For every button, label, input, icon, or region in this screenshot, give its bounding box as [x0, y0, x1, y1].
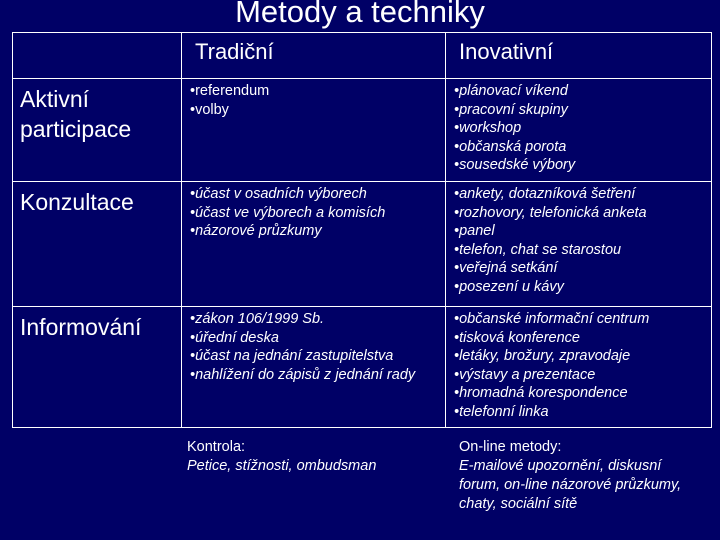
- online-heading: On-line metody:: [459, 439, 562, 455]
- control-heading: Kontrola:: [187, 439, 246, 455]
- row-label: Aktivní participace: [20, 86, 132, 142]
- row-label: Konzultace: [20, 189, 134, 215]
- header-traditional-cell: [182, 33, 446, 79]
- row-label-cell: [13, 307, 182, 428]
- list-item: • účast na jednání zastupitelstva: [190, 347, 443, 366]
- traditional-cell: [182, 79, 446, 182]
- list-item: • workshop: [454, 119, 709, 138]
- list-item: • sousedské výbory: [454, 156, 709, 175]
- list-item: • tisková konference: [454, 329, 709, 348]
- list-item: • telefon, chat se starostou: [454, 241, 709, 260]
- header-corner-cell: [13, 33, 182, 79]
- list-item: • telefonní linka: [454, 403, 709, 422]
- list-item: • výstavy a prezentace: [454, 366, 709, 385]
- control-note: [187, 438, 437, 476]
- list-item: • posezení u kávy: [454, 278, 709, 297]
- list-item: • účast ve výborech a komisích: [190, 204, 443, 223]
- innovative-cell: [446, 79, 712, 182]
- list-item: • názorové průzkumy: [190, 222, 443, 241]
- list-item: • nahlížení do zápisů z jednání rady: [190, 366, 443, 385]
- table-row-active-participation: [13, 79, 712, 182]
- traditional-cell: [182, 182, 446, 307]
- table-header-row: [13, 33, 712, 79]
- list-item: • občanské informační centrum: [454, 310, 709, 329]
- online-text: E-mailové upozornění, diskusní forum, on-line názorové průzkumy, chaty, sociální sítě: [459, 458, 682, 512]
- row-label-cell: [13, 79, 182, 182]
- innovative-cell: [446, 307, 712, 428]
- list-item: • zákon 106/1999 Sb.: [190, 310, 443, 329]
- row-label: Informování: [20, 314, 142, 340]
- list-item: • úřední deska: [190, 329, 443, 348]
- online-note: [459, 438, 691, 514]
- list-item: • veřejná setkání: [454, 259, 709, 278]
- list-item: • plánovací víkend: [454, 82, 709, 101]
- column-header-traditional: Tradiční: [195, 39, 274, 64]
- methods-table: [12, 32, 712, 428]
- list-item: • občanská porota: [454, 138, 709, 157]
- table-row-consultation: [13, 182, 712, 307]
- list-item: • účast v osadních výborech: [190, 185, 443, 204]
- traditional-list: [182, 79, 445, 119]
- header-innovative-cell: [446, 33, 712, 79]
- table-row-informing: [13, 307, 712, 428]
- slide-title: Metody a techniky: [235, 0, 485, 29]
- column-header-innovative: Inovativní: [459, 39, 554, 64]
- list-item: • rozhovory, telefonická anketa: [454, 204, 709, 223]
- traditional-list: [182, 307, 445, 384]
- list-item: • letáky, brožury, zpravodaje: [454, 347, 709, 366]
- innovative-list: [446, 307, 711, 421]
- list-item: • ankety, dotazníková šetření: [454, 185, 709, 204]
- row-label-cell: [13, 182, 182, 307]
- control-text: Petice, stížnosti, ombudsman: [187, 458, 377, 474]
- list-item: • referendum: [190, 82, 443, 101]
- traditional-cell: [182, 307, 446, 428]
- list-item: • panel: [454, 222, 709, 241]
- traditional-list: [182, 182, 445, 241]
- innovative-list: [446, 182, 711, 296]
- list-item: • volby: [190, 101, 443, 120]
- list-item: • pracovní skupiny: [454, 101, 709, 120]
- innovative-cell: [446, 182, 712, 307]
- innovative-list: [446, 79, 711, 175]
- list-item: • hromadná korespondence: [454, 384, 709, 403]
